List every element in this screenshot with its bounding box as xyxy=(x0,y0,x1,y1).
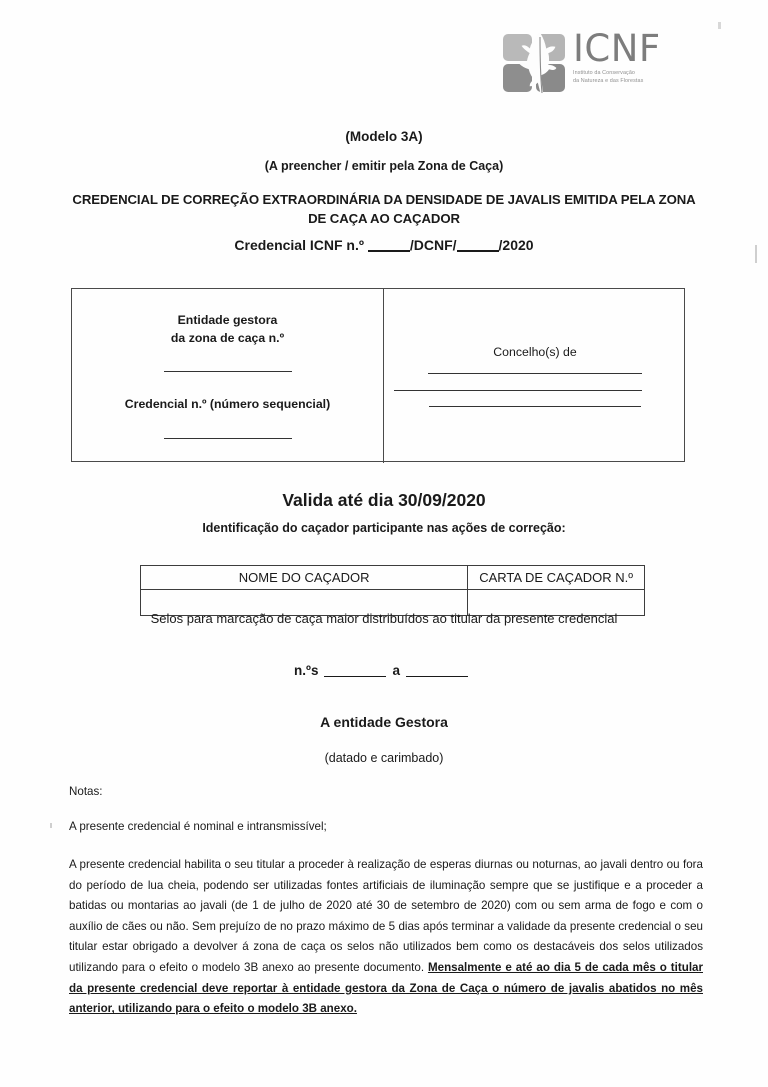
info-box-left-cell xyxy=(72,289,383,463)
entidade-gestora-field[interactable] xyxy=(164,371,292,372)
issuer-note: (A preencher / emitir pela Zona de Caça) xyxy=(264,159,504,173)
info-box xyxy=(71,288,685,462)
seals-range-connector: a xyxy=(392,663,400,678)
page-title: CREDENCIAL DE CORREÇÃO EXTRAORDINÁRIA DA DENSIDADE DE JAVALIS EMITIDA PELA ZONA DE CAÇA AO CAÇADOR xyxy=(72,192,696,227)
seals-range-to-field[interactable] xyxy=(406,676,468,677)
entidade-gestora-label-line2: da zona de caça n.º xyxy=(170,331,285,346)
scan-artifact xyxy=(718,22,721,29)
logo-subtitle xyxy=(573,70,695,86)
concelhos-field-2[interactable] xyxy=(394,390,642,391)
credential-number-year: /2020 xyxy=(498,237,534,253)
hunter-section-heading: Identificação do caçador participante nas ações de correção: xyxy=(202,521,566,535)
credential-number-line xyxy=(0,237,768,253)
credential-number-field-2[interactable] xyxy=(457,250,499,252)
entidade-gestora-label-line1: Entidade gestora xyxy=(177,313,278,327)
credential-number-prefix: Credencial ICNF n.º xyxy=(234,237,364,253)
credencial-sequencial-label: Credencial n.º (número sequencial) xyxy=(124,396,331,411)
column-header-nome: NOME DO CAÇADOR xyxy=(141,566,468,590)
notes-paragraph-text: A presente credencial habilita o seu titular a proceder à realização de esperas diurnas ou noturnas, ao javali dentro ou fora do período de lua cheia, podendo ser utilizadas fontes artificiais de iluminação sempre que se justifique e a proceder a batidas ou montarias ao javali (de 1 de julho de 2020 até 30 de setembro de 2020) com ou sem arma de fogo e com o auxílio de cães ou não. Sem prejuízo de no prazo máximo de 5 dias após terminar a validade da presente credencial o seu titular estar obrigado a devolver á zona de caça os selos não utilizados bem como os destacáveis dos selos utilizados utilizando para o efeito o modelo 3B anexo ao presente documento. xyxy=(69,857,703,975)
concelhos-label: Concelho(s) de xyxy=(493,345,577,359)
hunter-table xyxy=(140,565,645,616)
seals-range-from-field[interactable] xyxy=(324,676,386,677)
logo-subtitle-line2: da Natureza e das Florestas xyxy=(573,77,644,84)
credencial-sequencial-field[interactable] xyxy=(164,438,292,439)
notes-paragraph-emphasis: Mensalmente e até ao dia 5 de cada mês o titular da presente credencial deve reportar à entidade gestora da Zona de Caça o número de javalis abatidos no mês anterior, utilizando para o efeito o modelo 3B anexo. xyxy=(69,961,703,1016)
model-label: (Modelo 3A) xyxy=(345,129,423,144)
table-header-row xyxy=(141,566,645,590)
concelhos-field-1[interactable] xyxy=(428,373,642,374)
credential-number-field-1[interactable] xyxy=(368,250,410,252)
oak-leaf-four-squares-icon xyxy=(503,32,569,94)
logo-subtitle-line1: Instituto da Conservação xyxy=(573,70,636,76)
icnf-logo xyxy=(503,27,693,96)
column-header-carta: CARTA DE CAÇADOR N.º xyxy=(468,566,645,590)
logo-brand-text: ICNF xyxy=(573,27,661,70)
seals-range-prefix: n.ºs xyxy=(294,663,319,678)
credential-number-separator: /DCNF/ xyxy=(409,237,457,253)
concelhos-field-3[interactable] xyxy=(429,406,641,407)
notes-label: Notas: xyxy=(69,785,103,798)
logo-wordmark xyxy=(573,27,695,86)
validity-text: Valida até dia 30/09/2020 xyxy=(282,490,486,510)
notes-section xyxy=(69,783,703,1020)
info-box-right-cell xyxy=(384,289,686,463)
scan-artifact-edge xyxy=(50,823,52,828)
signature-note: (datado e carimbado) xyxy=(324,751,444,765)
notes-item-1: A presente credencial é nominal e intransmissível; xyxy=(69,819,327,833)
notes-paragraph xyxy=(69,855,703,1020)
seals-caption: Selos para marcação de caça maior distribuídos ao titular da presente credencial xyxy=(150,611,618,626)
signature-entity-label: A entidade Gestora xyxy=(320,714,448,730)
oak-leaf-icon xyxy=(519,31,557,95)
seals-range-line xyxy=(0,663,768,678)
